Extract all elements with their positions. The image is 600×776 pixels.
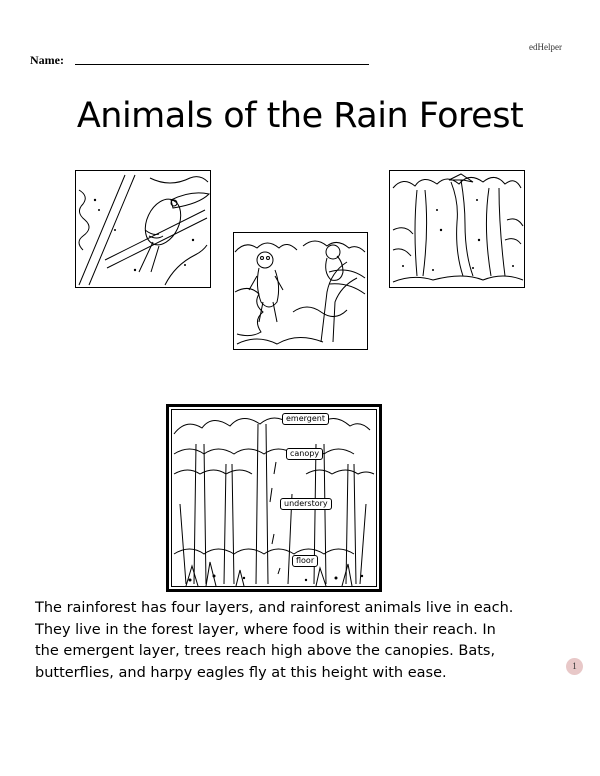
body-line: the emergent layer, trees reach high above the canopies. Bats,: [35, 643, 496, 659]
layer-label-canopy: canopy: [286, 448, 323, 460]
name-field[interactable]: [30, 53, 370, 67]
layer-label-emergent: emergent: [282, 413, 329, 425]
page-title: Animals of the Rain Forest: [76, 96, 524, 136]
name-underline[interactable]: [75, 64, 369, 65]
rainforest-layers-illustration: [166, 404, 382, 592]
layer-label-floor: floor: [292, 555, 318, 567]
body-line: The rainforest has four layers, and rainforest animals live in each.: [35, 600, 514, 616]
monkeys-illustration: [233, 232, 368, 350]
page-number-badge: 1: [566, 658, 583, 675]
jungle-illustration: [389, 170, 525, 288]
body-line: butterflies, and harpy eagles fly at this height with ease.: [35, 664, 447, 681]
body-line: They live in the forest layer, where food is within their reach. In: [35, 621, 496, 638]
toucan-illustration: [75, 170, 211, 288]
name-label: Name:: [30, 53, 64, 67]
layer-label-understory: understory: [280, 498, 332, 510]
brand-label: edHelper: [529, 42, 562, 52]
body-paragraph: [35, 598, 575, 684]
